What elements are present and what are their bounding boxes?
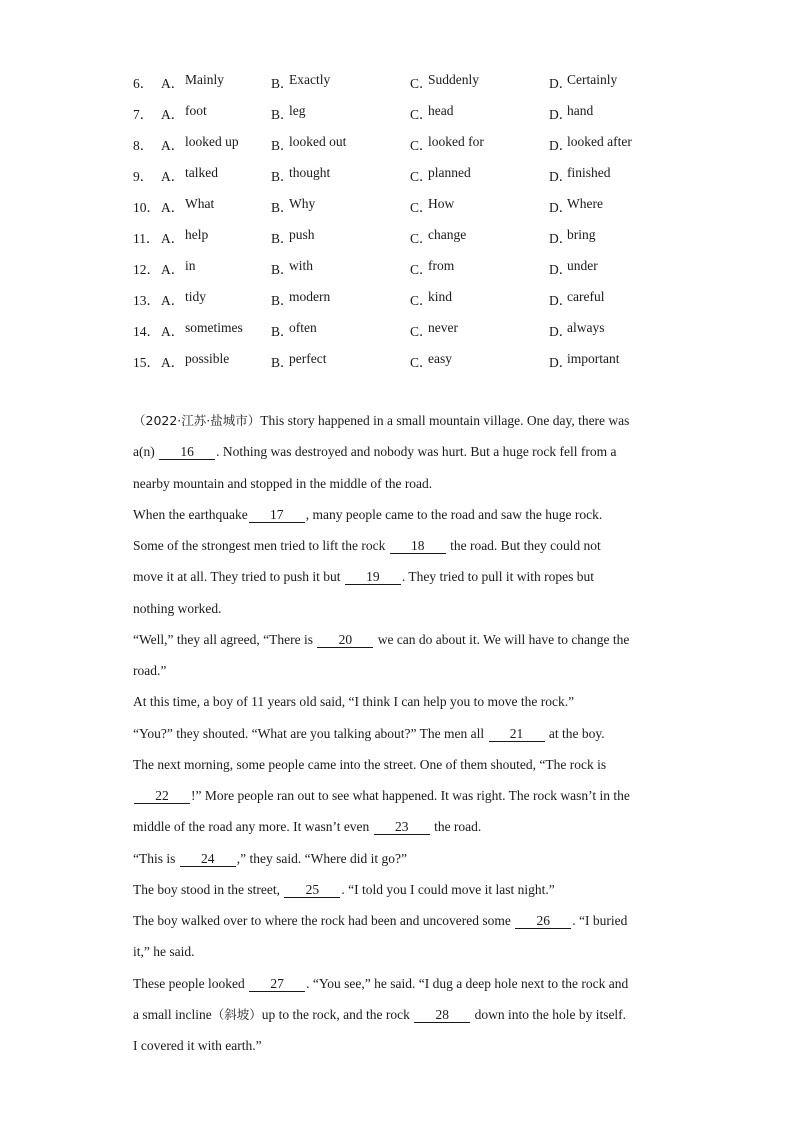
option-text: finished <box>567 164 611 180</box>
blank-25: 25 <box>284 883 340 898</box>
option-c <box>410 320 549 340</box>
option-text: never <box>428 320 458 336</box>
option-d <box>549 258 689 278</box>
option-text: How <box>428 195 455 211</box>
option-text: looked for <box>428 133 484 149</box>
blank-27: 27 <box>249 977 305 992</box>
passage-line: “Well,” they all agreed, “There is 20 we can do about it. We will have to change the <box>133 631 630 647</box>
option-b <box>271 196 410 216</box>
question-row <box>133 66 693 97</box>
passage-line: “This is 24 ,” they said. “Where did it go?” <box>133 850 407 866</box>
question-number: 11． <box>133 231 160 247</box>
option-c <box>410 134 549 154</box>
option-letter: A． <box>161 231 185 247</box>
option-text: easy <box>428 351 452 367</box>
option-a <box>161 72 271 92</box>
option-letter: D． <box>549 137 573 153</box>
option-a <box>161 227 271 247</box>
option-letter: B． <box>271 75 294 91</box>
option-d <box>549 165 689 185</box>
passage-line: I covered it with earth.” <box>133 1038 262 1053</box>
option-letter: B． <box>271 199 294 215</box>
option-letter: D． <box>549 293 573 309</box>
option-a <box>161 320 271 340</box>
option-letter: B． <box>271 293 294 309</box>
option-letter: D． <box>549 75 573 91</box>
question-number: 10． <box>133 199 160 215</box>
option-c <box>410 196 549 216</box>
option-letter: A． <box>161 293 185 309</box>
passage-line: （2022·江苏·盐城市）This story happened in a small mountain village. One day, there was <box>133 413 630 428</box>
passage-line: These people looked 27 . “You see,” he said. “I dug a deep hole next to the rock and <box>133 975 629 991</box>
option-letter: A． <box>161 75 185 91</box>
blank-20: 20 <box>317 633 373 648</box>
blank-24: 24 <box>180 852 236 867</box>
option-a <box>161 103 271 123</box>
option-letter: C． <box>410 75 433 91</box>
option-letter: C． <box>410 106 433 122</box>
option-text: planned <box>428 164 471 180</box>
question-row <box>133 284 693 315</box>
option-text: looked out <box>289 133 347 149</box>
option-c <box>410 258 549 278</box>
option-text: Mainly <box>185 71 224 87</box>
option-text: Where <box>567 195 603 211</box>
option-text: kind <box>428 289 453 305</box>
option-b <box>271 227 410 247</box>
option-letter: A． <box>161 106 185 122</box>
option-text: careful <box>567 289 605 305</box>
option-text: tidy <box>185 289 207 305</box>
option-letter: C． <box>410 293 433 309</box>
option-text: hand <box>567 102 594 118</box>
passage-line: Some of the strongest men tried to lift the rock 18 the road. But they could not <box>133 538 601 553</box>
option-letter: C． <box>410 199 433 215</box>
question-row <box>133 190 693 221</box>
option-text: in <box>185 258 196 274</box>
passage-line: a(n) 16 . Nothing was destroyed and nobody was hurt. But a huge rock fell from a <box>133 444 617 460</box>
option-d <box>549 103 689 123</box>
question-number: 6． <box>133 75 154 91</box>
question-number: 12． <box>133 262 160 278</box>
passage-line: nothing worked. <box>133 600 222 616</box>
question-number: 9． <box>133 168 154 184</box>
option-a <box>161 196 271 216</box>
option-text: perfect <box>289 351 327 367</box>
option-text: Exactly <box>289 71 331 87</box>
blank-21: 21 <box>489 727 545 742</box>
option-letter: B． <box>271 168 294 184</box>
option-d <box>549 289 689 309</box>
option-letter: A． <box>161 355 185 371</box>
blank-16: 16 <box>159 445 215 460</box>
option-text: Suddenly <box>428 71 480 87</box>
option-c <box>410 72 549 92</box>
blank-28: 28 <box>414 1008 470 1023</box>
option-d <box>549 72 689 92</box>
option-b <box>271 351 410 371</box>
option-letter: B． <box>271 231 294 247</box>
option-text: foot <box>185 102 207 118</box>
blank-19: 19 <box>345 570 401 585</box>
option-letter: D． <box>549 262 573 278</box>
question-number: 8． <box>133 137 154 153</box>
option-text: looked up <box>185 133 239 149</box>
question-row <box>133 97 693 128</box>
option-letter: B． <box>271 137 294 153</box>
option-text: What <box>185 195 215 211</box>
option-letter: C． <box>410 262 433 278</box>
option-b <box>271 320 410 340</box>
option-letter: A． <box>161 168 185 184</box>
option-text: leg <box>289 102 306 118</box>
option-d <box>549 227 689 247</box>
question-row <box>133 159 693 190</box>
option-text: help <box>185 227 209 243</box>
option-text: often <box>289 320 317 336</box>
option-text: possible <box>185 351 230 367</box>
option-text: change <box>428 227 467 243</box>
option-b <box>271 289 410 309</box>
option-text: push <box>289 227 315 243</box>
option-letter: B． <box>271 106 294 122</box>
option-d <box>549 351 689 371</box>
question-number: 14． <box>133 324 160 340</box>
passage-line: nearby mountain and stopped in the middle of the road. <box>133 475 433 491</box>
passage-line: At this time, a boy of 11 years old said, “I think I can help you to move the rock.” <box>133 694 575 710</box>
question-row <box>133 221 693 252</box>
option-text: looked after <box>567 133 632 149</box>
passage-line: The next morning, some people came into the street. One of them shouted, “The rock is <box>133 756 607 772</box>
option-a <box>161 165 271 185</box>
passage-line: The boy walked over to where the rock had been and uncovered some 26 . “I buried <box>133 913 628 928</box>
question-number: 7． <box>133 106 154 122</box>
option-letter: D． <box>549 231 573 247</box>
answer-options-list <box>133 66 693 377</box>
option-a <box>161 351 271 371</box>
question-row <box>133 315 693 346</box>
passage-line: 22 !” More people ran out to see what happened. It was right. The rock wasn’t in the <box>133 780 663 811</box>
passage-source: （2022·江苏·盐城市） <box>133 413 261 428</box>
blank-17: 17 <box>249 508 305 523</box>
option-letter: B． <box>271 262 294 278</box>
option-letter: D． <box>549 355 573 371</box>
option-letter: C． <box>410 355 433 371</box>
option-a <box>161 134 271 154</box>
option-a <box>161 258 271 278</box>
option-letter: A． <box>161 137 185 153</box>
option-text: head <box>428 102 454 118</box>
option-letter: C． <box>410 137 433 153</box>
option-a <box>161 289 271 309</box>
option-text: Certainly <box>567 71 618 87</box>
option-text: Why <box>289 195 316 211</box>
passage-line: road.” <box>133 663 167 678</box>
blank-22: 22 <box>134 789 190 804</box>
passage-line: “You?” they shouted. “What are you talking about?” The men all 21 at the boy. <box>133 725 605 741</box>
cloze-passage <box>133 405 663 1061</box>
option-c <box>410 103 549 123</box>
option-text: from <box>428 258 455 274</box>
option-letter: C． <box>410 324 433 340</box>
blank-23: 23 <box>374 820 430 835</box>
option-text: always <box>567 320 605 336</box>
option-text: talked <box>185 164 218 180</box>
option-b <box>271 134 410 154</box>
question-number: 15． <box>133 355 160 371</box>
option-text: important <box>567 351 620 367</box>
passage-line: When the earthquake 17 , many people came to the road and saw the huge rock. <box>133 506 603 522</box>
blank-26: 26 <box>515 914 571 929</box>
option-d <box>549 320 689 340</box>
question-number: 13． <box>133 293 160 309</box>
option-text: modern <box>289 289 331 305</box>
option-letter: A． <box>161 324 185 340</box>
passage-line: it,” he said. <box>133 944 195 960</box>
option-letter: D． <box>549 199 573 215</box>
question-row <box>133 346 693 377</box>
option-b <box>271 72 410 92</box>
option-c <box>410 351 549 371</box>
passage-line: The boy stood in the street, 25 . “I told you I could move it last night.” <box>133 881 555 897</box>
option-text: under <box>567 258 598 274</box>
option-text: thought <box>289 164 331 180</box>
option-c <box>410 227 549 247</box>
option-letter: D． <box>549 324 573 340</box>
option-letter: B． <box>271 324 294 340</box>
option-text: bring <box>567 227 596 243</box>
option-d <box>549 134 689 154</box>
option-letter: D． <box>549 106 573 122</box>
option-letter: B． <box>271 355 294 371</box>
option-letter: A． <box>161 199 185 215</box>
option-letter: C． <box>410 231 433 247</box>
passage-line: move it at all. They tried to push it but 19 . They tried to pull it with ropes but <box>133 569 594 585</box>
blank-18: 18 <box>390 539 446 554</box>
option-letter: D． <box>549 168 573 184</box>
passage-line: middle of the road any more. It wasn’t even 23 the road. <box>133 819 482 835</box>
option-c <box>410 289 549 309</box>
option-text: sometimes <box>185 320 243 336</box>
option-c <box>410 165 549 185</box>
question-row <box>133 128 693 159</box>
option-b <box>271 165 410 185</box>
option-letter: A． <box>161 262 185 278</box>
question-row <box>133 253 693 284</box>
option-b <box>271 103 410 123</box>
option-b <box>271 258 410 278</box>
passage-line: a small incline（斜坡）up to the rock, and the rock 28 down into the hole by itself. <box>133 1006 627 1022</box>
option-text: with <box>289 258 314 274</box>
option-letter: C． <box>410 168 433 184</box>
option-d <box>549 196 689 216</box>
